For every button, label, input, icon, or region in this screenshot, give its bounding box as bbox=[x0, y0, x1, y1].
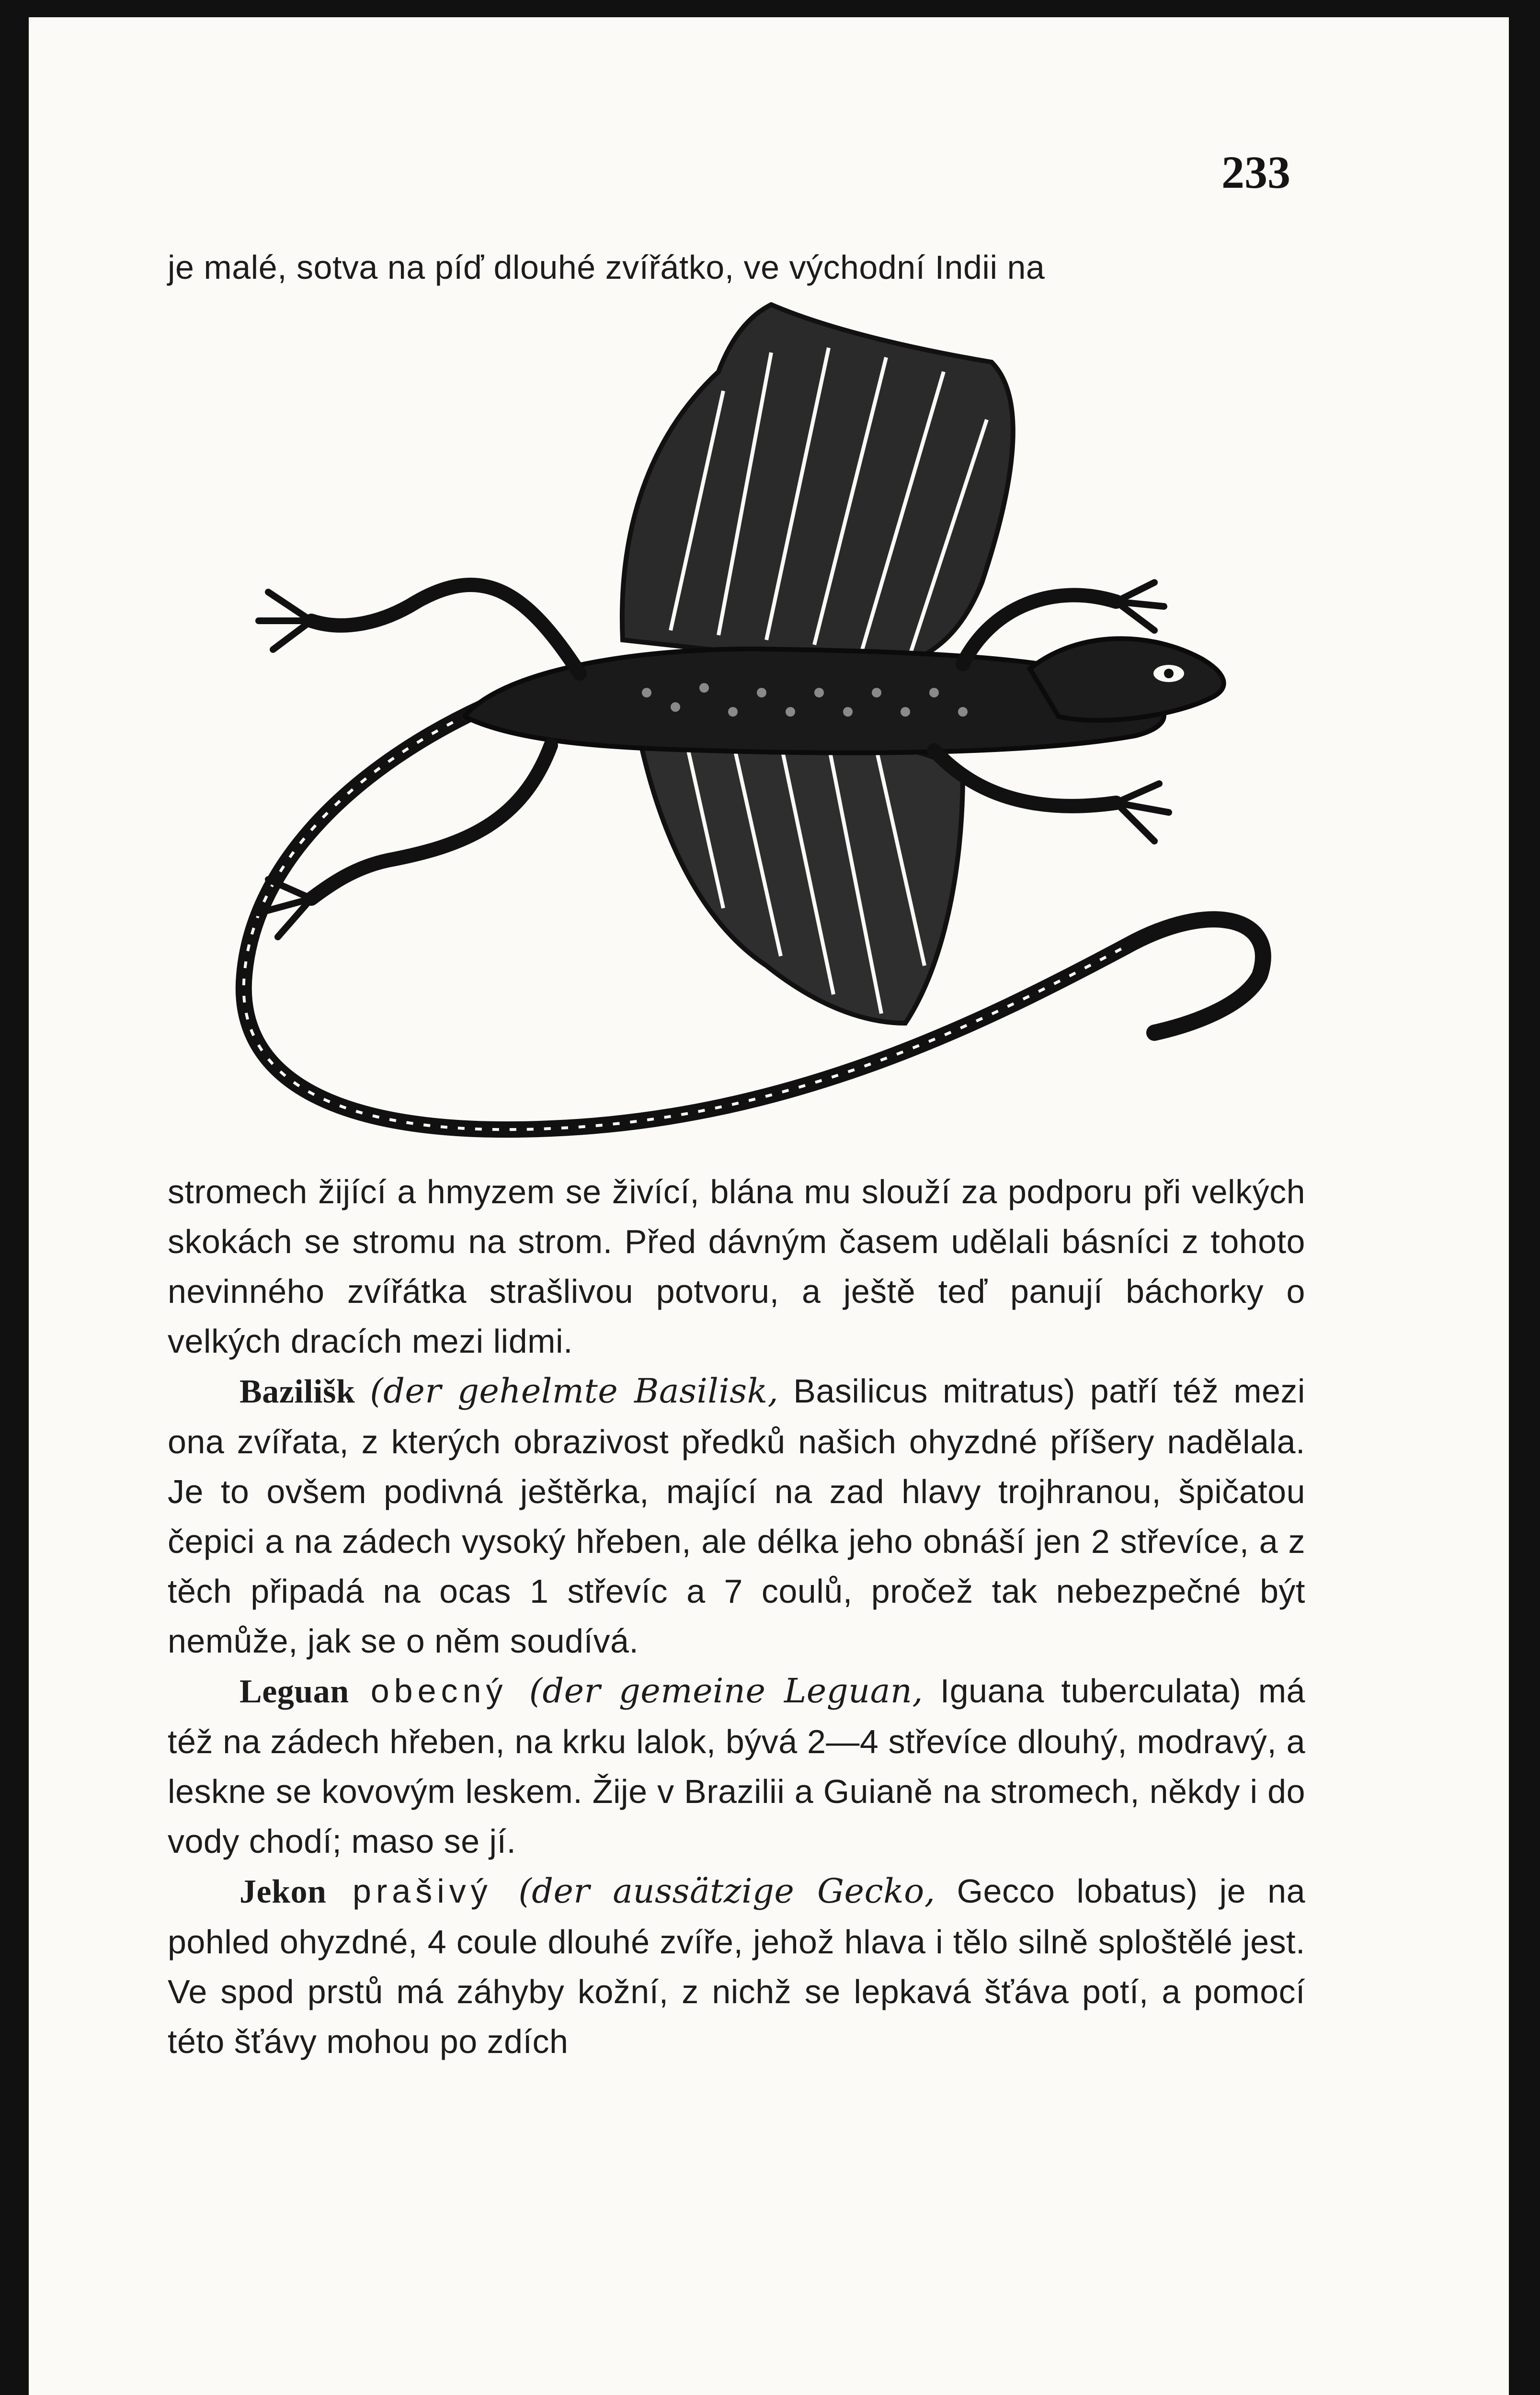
paragraph-1: stromech žijící a hmyzem se živící, blána mu slouží za podporu při velkých skokách se stromu na strom. Před dávným časem udělali básníci z tohoto nevinného zvířátka strašlivou potvoru, a ještě teď panují báchorky o velkých dracích mezi lidmi. bbox=[168, 1173, 1305, 1360]
paragraph-3-body: Iguana tuberculata) má též na zádech hřeben, na krku lalok, bývá 2—4 střevíce dlouhý, modravý, a leskne se kovovým leskem. Žije v Brazilii a Guianě na stromech, někdy i do vody chodí; maso se jí. bbox=[168, 1672, 1305, 1860]
paragraph-3 bbox=[168, 1666, 1305, 1866]
paragraph-2 bbox=[168, 1366, 1305, 1666]
term-adjective: prašivý bbox=[326, 1872, 519, 1910]
term-leguan: Leguan bbox=[240, 1673, 349, 1710]
body-text bbox=[168, 1167, 1305, 2066]
term-adjective: obecný bbox=[349, 1672, 529, 1710]
paragraph-4-body: Gecco lobatus) je na pohled ohyzdné, 4 coule dlouhé zvíře, jehož hlava i tělo silně sploštělé jest. Ve spod prstů má záhyby kožní, z nichž se lepkavá šťáva potí, a pomocí této šťávy mohou po zdích bbox=[168, 1872, 1306, 2060]
term-jekon: Jekon bbox=[240, 1873, 327, 1910]
german-name: (der aussätzige Gecko, bbox=[518, 1871, 935, 1911]
paragraph-intro: je malé, sotva na píď dlouhé zvířátko, ve východní Indii na bbox=[168, 249, 1045, 286]
paragraph-2-body: Basilicus mitratus) patří též mezi ona zvířata, z kterých obrazivost předků našich ohyzdné příšery nadělala. Je to ovšem podivná ještěrka, mající na zad hlavy trojhranou, špičatou čepici a na zádech vysoký hřeben, ale délka jeho obnáší jen 2 střevíce, a z těch připadá na ocas 1 střevíc a 7 coulů, pročež tak nebezpečné být nemůže, jak se o něm soudívá. bbox=[168, 1372, 1305, 1660]
top-text-line bbox=[168, 242, 1305, 292]
page-number: 233 bbox=[1221, 147, 1290, 198]
paragraph-4 bbox=[168, 1866, 1305, 2066]
term-bazilisk: Bazilišk bbox=[240, 1373, 355, 1410]
book-page bbox=[29, 17, 1509, 2395]
german-name: (der gemeine Leguan, bbox=[529, 1671, 924, 1711]
german-name: (der gehelmte Basilisk, bbox=[370, 1371, 779, 1411]
flying-lizard-illustration bbox=[216, 295, 1308, 1181]
